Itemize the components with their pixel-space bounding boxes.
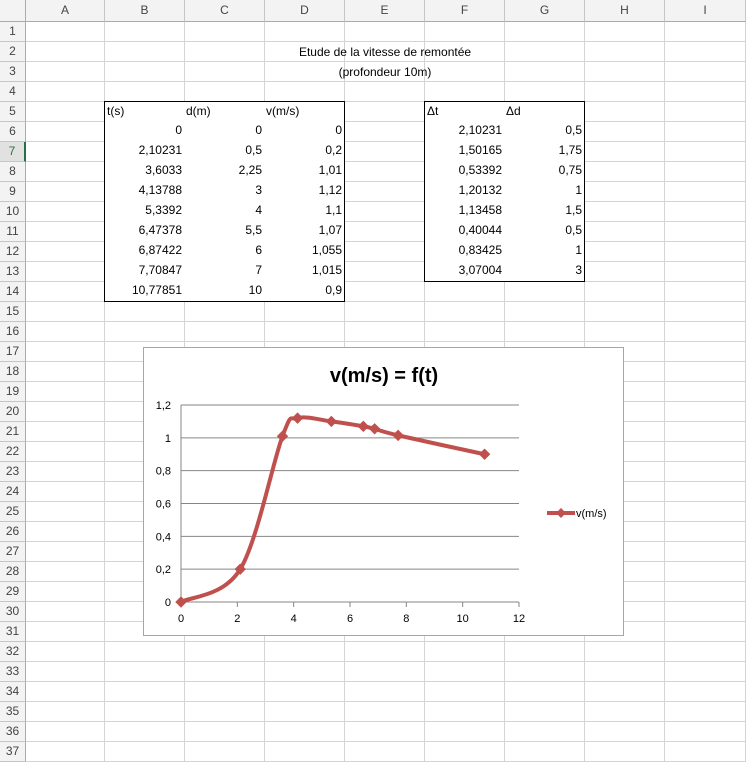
cell-i7[interactable] <box>665 142 746 162</box>
table-cell[interactable]: 1,015 <box>264 261 345 282</box>
row-header-9[interactable]: 9 <box>0 182 26 202</box>
cell-a7[interactable] <box>26 142 105 162</box>
cell-i18[interactable] <box>665 362 746 382</box>
cell-i2[interactable] <box>665 42 746 62</box>
y-tick-label: 0 <box>164 597 171 609</box>
table-cell[interactable]: 1,75 <box>504 141 585 162</box>
chart-canvas <box>144 348 623 635</box>
cell-c33[interactable] <box>185 662 265 682</box>
cell-e1[interactable] <box>345 22 425 42</box>
cell-f33[interactable] <box>425 662 505 682</box>
cell-h36[interactable] <box>585 722 665 742</box>
cell-e35[interactable] <box>345 702 425 722</box>
cell-i9[interactable] <box>665 182 746 202</box>
row-header-12[interactable]: 12 <box>0 242 26 262</box>
column-header-g[interactable]: G <box>505 0 585 22</box>
row-header-36[interactable]: 36 <box>0 722 26 742</box>
cell-i19[interactable] <box>665 382 746 402</box>
chart-object[interactable] <box>143 347 624 636</box>
row-header-22[interactable]: 22 <box>0 442 26 462</box>
cell-e12[interactable] <box>345 242 425 262</box>
cell-g4[interactable] <box>505 82 585 102</box>
table-cell[interactable]: 5,5 <box>184 221 265 242</box>
table-cell[interactable]: 7,70847 <box>104 261 185 282</box>
cell-a34[interactable] <box>26 682 105 702</box>
cell-a12[interactable] <box>26 242 105 262</box>
cell-f14[interactable] <box>425 282 505 302</box>
cell-i36[interactable] <box>665 722 746 742</box>
cell-d4[interactable] <box>265 82 345 102</box>
cell-i23[interactable] <box>665 462 746 482</box>
column-header-a[interactable]: A <box>26 0 105 22</box>
cell-h10[interactable] <box>585 202 665 222</box>
cell-i14[interactable] <box>665 282 746 302</box>
row-header-5[interactable]: 5 <box>0 102 26 122</box>
cell-i11[interactable] <box>665 222 746 242</box>
table-cell[interactable]: 6,47378 <box>104 221 185 242</box>
row-header-33[interactable]: 33 <box>0 662 26 682</box>
cell-e33[interactable] <box>345 662 425 682</box>
cell-a1[interactable] <box>26 22 105 42</box>
row-header-2[interactable]: 2 <box>0 42 26 62</box>
row-header-20[interactable]: 20 <box>0 402 26 422</box>
cell-i1[interactable] <box>665 22 746 42</box>
cell-e7[interactable] <box>345 142 425 162</box>
cell-e14[interactable] <box>345 282 425 302</box>
cell-h4[interactable] <box>585 82 665 102</box>
column-header-b[interactable]: B <box>105 0 185 22</box>
cell-i16[interactable] <box>665 322 746 342</box>
cell-a31[interactable] <box>26 622 105 642</box>
cell-h14[interactable] <box>585 282 665 302</box>
column-header-i[interactable]: I <box>665 0 746 22</box>
cell-h8[interactable] <box>585 162 665 182</box>
table-cell[interactable]: 0,75 <box>504 161 585 182</box>
table-cell[interactable]: 3,07004 <box>424 261 505 282</box>
table-cell[interactable]: 2,10231 <box>424 121 505 142</box>
table-cell[interactable]: 3 <box>504 261 585 282</box>
row-header-18[interactable]: 18 <box>0 362 26 382</box>
cell-i13[interactable] <box>665 262 746 282</box>
cell-c15[interactable] <box>185 302 265 322</box>
row-header-10[interactable]: 10 <box>0 202 26 222</box>
cell-f35[interactable] <box>425 702 505 722</box>
cell-e15[interactable] <box>345 302 425 322</box>
cell-h6[interactable] <box>585 122 665 142</box>
cell-a33[interactable] <box>26 662 105 682</box>
data-point-marker <box>393 430 403 440</box>
row-header-29[interactable]: 29 <box>0 582 26 602</box>
cell-i4[interactable] <box>665 82 746 102</box>
cell-a29[interactable] <box>26 582 105 602</box>
table-cell[interactable]: 10 <box>184 281 265 302</box>
cell-a4[interactable] <box>26 82 105 102</box>
row-header-8[interactable]: 8 <box>0 162 26 182</box>
table-cell[interactable]: 5,3392 <box>104 201 185 222</box>
row-header-34[interactable]: 34 <box>0 682 26 702</box>
cell-b33[interactable] <box>105 662 185 682</box>
table-cell[interactable]: 0,53392 <box>424 161 505 182</box>
cell-b37[interactable] <box>105 742 185 762</box>
table-cell[interactable]: 1 <box>504 241 585 262</box>
cell-a13[interactable] <box>26 262 105 282</box>
table-cell[interactable]: 1,20132 <box>424 181 505 202</box>
cell-a16[interactable] <box>26 322 105 342</box>
row-header-28[interactable]: 28 <box>0 562 26 582</box>
select-all-corner[interactable] <box>0 0 26 22</box>
cell-d37[interactable] <box>265 742 345 762</box>
cell-h33[interactable] <box>585 662 665 682</box>
row-header-4[interactable]: 4 <box>0 82 26 102</box>
cell-i33[interactable] <box>665 662 746 682</box>
table-cell[interactable]: 0,5 <box>184 141 265 162</box>
cell-f37[interactable] <box>425 742 505 762</box>
row-header-37[interactable]: 37 <box>0 742 26 762</box>
x-tick-label: 0 <box>177 613 185 625</box>
cell-i6[interactable] <box>665 122 746 142</box>
cell-a5[interactable] <box>26 102 105 122</box>
y-tick-label: 0,2 <box>155 564 171 577</box>
cell-h11[interactable] <box>585 222 665 242</box>
table-cell[interactable]: 4 <box>184 201 265 222</box>
table-cell[interactable]: 0 <box>104 121 185 142</box>
table-cell[interactable]: 7 <box>184 261 265 282</box>
cell-d36[interactable] <box>265 722 345 742</box>
cell-a26[interactable] <box>26 522 105 542</box>
cell-e16[interactable] <box>345 322 425 342</box>
column-header-e[interactable]: E <box>345 0 425 22</box>
row-header-17[interactable]: 17 <box>0 342 26 362</box>
y-tick-label: 0,8 <box>155 465 171 478</box>
row-header-19[interactable]: 19 <box>0 382 26 402</box>
table-header-cell[interactable]: Δd <box>504 101 585 122</box>
row-header-30[interactable]: 30 <box>0 602 26 622</box>
cell-h9[interactable] <box>585 182 665 202</box>
cell-a37[interactable] <box>26 742 105 762</box>
cell-h34[interactable] <box>585 682 665 702</box>
cell-i25[interactable] <box>665 502 746 522</box>
cell-c1[interactable] <box>185 22 265 42</box>
cell-i31[interactable] <box>665 622 746 642</box>
table-header-cell[interactable]: d(m) <box>184 101 265 122</box>
column-header-f[interactable]: F <box>425 0 505 22</box>
cell-a30[interactable] <box>26 602 105 622</box>
cell-a11[interactable] <box>26 222 105 242</box>
cell-a3[interactable] <box>26 62 105 82</box>
cell-b32[interactable] <box>105 642 185 662</box>
legend-marker <box>556 508 566 518</box>
data-point-marker <box>358 421 368 431</box>
cell-i12[interactable] <box>665 242 746 262</box>
cell-c4[interactable] <box>185 82 265 102</box>
table-cell[interactable]: 1,12 <box>264 181 345 202</box>
cell-b15[interactable] <box>105 302 185 322</box>
cell-h12[interactable] <box>585 242 665 262</box>
cell-e37[interactable] <box>345 742 425 762</box>
table-cell[interactable]: 0,2 <box>264 141 345 162</box>
cell-e36[interactable] <box>345 722 425 742</box>
cell-e13[interactable] <box>345 262 425 282</box>
row-header-14[interactable]: 14 <box>0 282 26 302</box>
sheet-title[interactable]: Etude de la vitesse de remontée <box>298 45 472 59</box>
chart-title: v(m/s) = f(t) <box>329 365 439 387</box>
cell-e10[interactable] <box>345 202 425 222</box>
cell-i26[interactable] <box>665 522 746 542</box>
cell-e5[interactable] <box>345 102 425 122</box>
cell-h1[interactable] <box>585 22 665 42</box>
cell-d1[interactable] <box>265 22 345 42</box>
cell-c37[interactable] <box>185 742 265 762</box>
y-tick-label: 1,2 <box>155 400 171 412</box>
cell-a28[interactable] <box>26 562 105 582</box>
cell-i37[interactable] <box>665 742 746 762</box>
cell-b36[interactable] <box>105 722 185 742</box>
series-line <box>181 417 485 602</box>
row-header-13[interactable]: 13 <box>0 262 26 282</box>
column-header-d[interactable]: D <box>265 0 345 22</box>
cell-i5[interactable] <box>665 102 746 122</box>
cell-b4[interactable] <box>105 82 185 102</box>
cell-e32[interactable] <box>345 642 425 662</box>
cell-h2[interactable] <box>585 42 665 62</box>
data-point-marker <box>293 413 303 423</box>
table-cell[interactable]: 1,01 <box>264 161 345 182</box>
cell-g15[interactable] <box>505 302 585 322</box>
table-cell[interactable]: 2,10231 <box>104 141 185 162</box>
table-cell[interactable]: 6 <box>184 241 265 262</box>
row-header-24[interactable]: 24 <box>0 482 26 502</box>
cell-d15[interactable] <box>265 302 345 322</box>
row-header-27[interactable]: 27 <box>0 542 26 562</box>
cell-i28[interactable] <box>665 562 746 582</box>
cell-i34[interactable] <box>665 682 746 702</box>
row-header-6[interactable]: 6 <box>0 122 26 142</box>
cell-c35[interactable] <box>185 702 265 722</box>
table-cell[interactable]: 1 <box>504 181 585 202</box>
cell-h15[interactable] <box>585 302 665 322</box>
cell-g33[interactable] <box>505 662 585 682</box>
cell-e6[interactable] <box>345 122 425 142</box>
cell-h37[interactable] <box>585 742 665 762</box>
cell-a18[interactable] <box>26 362 105 382</box>
cell-e34[interactable] <box>345 682 425 702</box>
cell-g34[interactable] <box>505 682 585 702</box>
row-header-15[interactable]: 15 <box>0 302 26 322</box>
table-cell[interactable]: 3 <box>184 181 265 202</box>
cell-a20[interactable] <box>26 402 105 422</box>
cell-h35[interactable] <box>585 702 665 722</box>
row-header-26[interactable]: 26 <box>0 522 26 542</box>
cell-i24[interactable] <box>665 482 746 502</box>
cell-i3[interactable] <box>665 62 746 82</box>
x-tick-label: 10 <box>456 613 469 625</box>
cell-e9[interactable] <box>345 182 425 202</box>
table-cell[interactable]: 0,40044 <box>424 221 505 242</box>
cell-c16[interactable] <box>185 322 265 342</box>
cell-a25[interactable] <box>26 502 105 522</box>
table-cell[interactable]: 1,5 <box>504 201 585 222</box>
column-header-h[interactable]: H <box>585 0 665 22</box>
cell-a17[interactable] <box>26 342 105 362</box>
cell-a22[interactable] <box>26 442 105 462</box>
table-cell[interactable]: 4,13788 <box>104 181 185 202</box>
x-tick-label: 4 <box>290 613 297 625</box>
cell-a15[interactable] <box>26 302 105 322</box>
cell-a14[interactable] <box>26 282 105 302</box>
cell-g16[interactable] <box>505 322 585 342</box>
table-cell[interactable]: 0,83425 <box>424 241 505 262</box>
x-tick-label: 12 <box>512 613 526 625</box>
cell-f36[interactable] <box>425 722 505 742</box>
cell-d32[interactable] <box>265 642 345 662</box>
cell-b34[interactable] <box>105 682 185 702</box>
table-cell[interactable]: 0 <box>184 121 265 142</box>
cell-f34[interactable] <box>425 682 505 702</box>
cell-a19[interactable] <box>26 382 105 402</box>
table-cell[interactable]: 1,1 <box>264 201 345 222</box>
sheet-subtitle[interactable]: (profondeur 10m) <box>338 65 432 79</box>
cell-f32[interactable] <box>425 642 505 662</box>
cell-g37[interactable] <box>505 742 585 762</box>
y-tick-label: 1 <box>164 432 171 445</box>
cell-e11[interactable] <box>345 222 425 242</box>
cell-h7[interactable] <box>585 142 665 162</box>
cell-d35[interactable] <box>265 702 345 722</box>
legend-label: v(m/s) <box>576 508 607 520</box>
data-point-marker <box>480 449 490 459</box>
cell-i32[interactable] <box>665 642 746 662</box>
data-point-marker <box>326 416 336 426</box>
cell-a2[interactable] <box>26 42 105 62</box>
cell-i21[interactable] <box>665 422 746 442</box>
row-header-23[interactable]: 23 <box>0 462 26 482</box>
table-cell[interactable]: 0,5 <box>504 221 585 242</box>
x-tick-label: 6 <box>346 613 354 625</box>
table-header-cell[interactable]: v(m/s) <box>264 101 345 122</box>
table-cell[interactable]: 0,9 <box>264 281 345 302</box>
cell-c34[interactable] <box>185 682 265 702</box>
row-header-11[interactable]: 11 <box>0 222 26 242</box>
cell-b1[interactable] <box>105 22 185 42</box>
cell-i22[interactable] <box>665 442 746 462</box>
row-header-3[interactable]: 3 <box>0 62 26 82</box>
row-header-35[interactable]: 35 <box>0 702 26 722</box>
cell-h32[interactable] <box>585 642 665 662</box>
cell-d16[interactable] <box>265 322 345 342</box>
cell-e4[interactable] <box>345 82 425 102</box>
cell-a8[interactable] <box>26 162 105 182</box>
cell-h5[interactable] <box>585 102 665 122</box>
table-cell[interactable]: 0 <box>264 121 345 142</box>
row-header-7[interactable]: 7 <box>0 142 26 162</box>
y-tick-label: 0,4 <box>155 531 171 544</box>
row-header-32[interactable]: 32 <box>0 642 26 662</box>
cell-i30[interactable] <box>665 602 746 622</box>
table-cell[interactable]: 10,77851 <box>104 281 185 302</box>
cell-h16[interactable] <box>585 322 665 342</box>
table-header-cell[interactable]: t(s) <box>104 101 185 122</box>
x-tick-label: 2 <box>234 613 241 625</box>
cell-i27[interactable] <box>665 542 746 562</box>
cell-a35[interactable] <box>26 702 105 722</box>
cell-f16[interactable] <box>425 322 505 342</box>
cell-a10[interactable] <box>26 202 105 222</box>
cell-i8[interactable] <box>665 162 746 182</box>
x-tick-label: 8 <box>403 613 410 625</box>
table-cell[interactable]: 6,87422 <box>104 241 185 262</box>
table-cell[interactable]: 1,055 <box>264 241 345 262</box>
table-cell[interactable]: 1,13458 <box>424 201 505 222</box>
cell-a21[interactable] <box>26 422 105 442</box>
row-header-21[interactable]: 21 <box>0 422 26 442</box>
cell-i17[interactable] <box>665 342 746 362</box>
table-cell[interactable]: 2,25 <box>184 161 265 182</box>
cell-a6[interactable] <box>26 122 105 142</box>
y-tick-label: 0,6 <box>155 498 171 511</box>
cell-a36[interactable] <box>26 722 105 742</box>
cell-g1[interactable] <box>505 22 585 42</box>
cell-h3[interactable] <box>585 62 665 82</box>
cell-b2[interactable] <box>105 42 185 62</box>
cell-h13[interactable] <box>585 262 665 282</box>
row-header-31[interactable]: 31 <box>0 622 26 642</box>
cell-f4[interactable] <box>425 82 505 102</box>
cell-d34[interactable] <box>265 682 345 702</box>
table-cell[interactable]: 1,50165 <box>424 141 505 162</box>
cell-g36[interactable] <box>505 722 585 742</box>
cell-g14[interactable] <box>505 282 585 302</box>
cell-a9[interactable] <box>26 182 105 202</box>
cell-g32[interactable] <box>505 642 585 662</box>
row-header-16[interactable]: 16 <box>0 322 26 342</box>
cell-b16[interactable] <box>105 322 185 342</box>
cell-i20[interactable] <box>665 402 746 422</box>
cell-c32[interactable] <box>185 642 265 662</box>
cell-f1[interactable] <box>425 22 505 42</box>
cell-d33[interactable] <box>265 662 345 682</box>
row-header-25[interactable]: 25 <box>0 502 26 522</box>
data-point-marker <box>370 424 380 434</box>
column-header-c[interactable]: C <box>185 0 265 22</box>
cell-a27[interactable] <box>26 542 105 562</box>
table-cell[interactable]: 0,5 <box>504 121 585 142</box>
cell-i29[interactable] <box>665 582 746 602</box>
table-cell[interactable]: 1,07 <box>264 221 345 242</box>
cell-a23[interactable] <box>26 462 105 482</box>
cell-i35[interactable] <box>665 702 746 722</box>
row-header-1[interactable]: 1 <box>0 22 26 42</box>
cell-b3[interactable] <box>105 62 185 82</box>
cell-a32[interactable] <box>26 642 105 662</box>
cell-i15[interactable] <box>665 302 746 322</box>
cell-b35[interactable] <box>105 702 185 722</box>
cell-i10[interactable] <box>665 202 746 222</box>
cell-g35[interactable] <box>505 702 585 722</box>
cell-a24[interactable] <box>26 482 105 502</box>
cell-c36[interactable] <box>185 722 265 742</box>
data-point-marker <box>277 431 287 441</box>
table-cell[interactable]: 3,6033 <box>104 161 185 182</box>
table-header-cell[interactable]: Δt <box>424 101 505 122</box>
cell-f15[interactable] <box>425 302 505 322</box>
cell-e8[interactable] <box>345 162 425 182</box>
